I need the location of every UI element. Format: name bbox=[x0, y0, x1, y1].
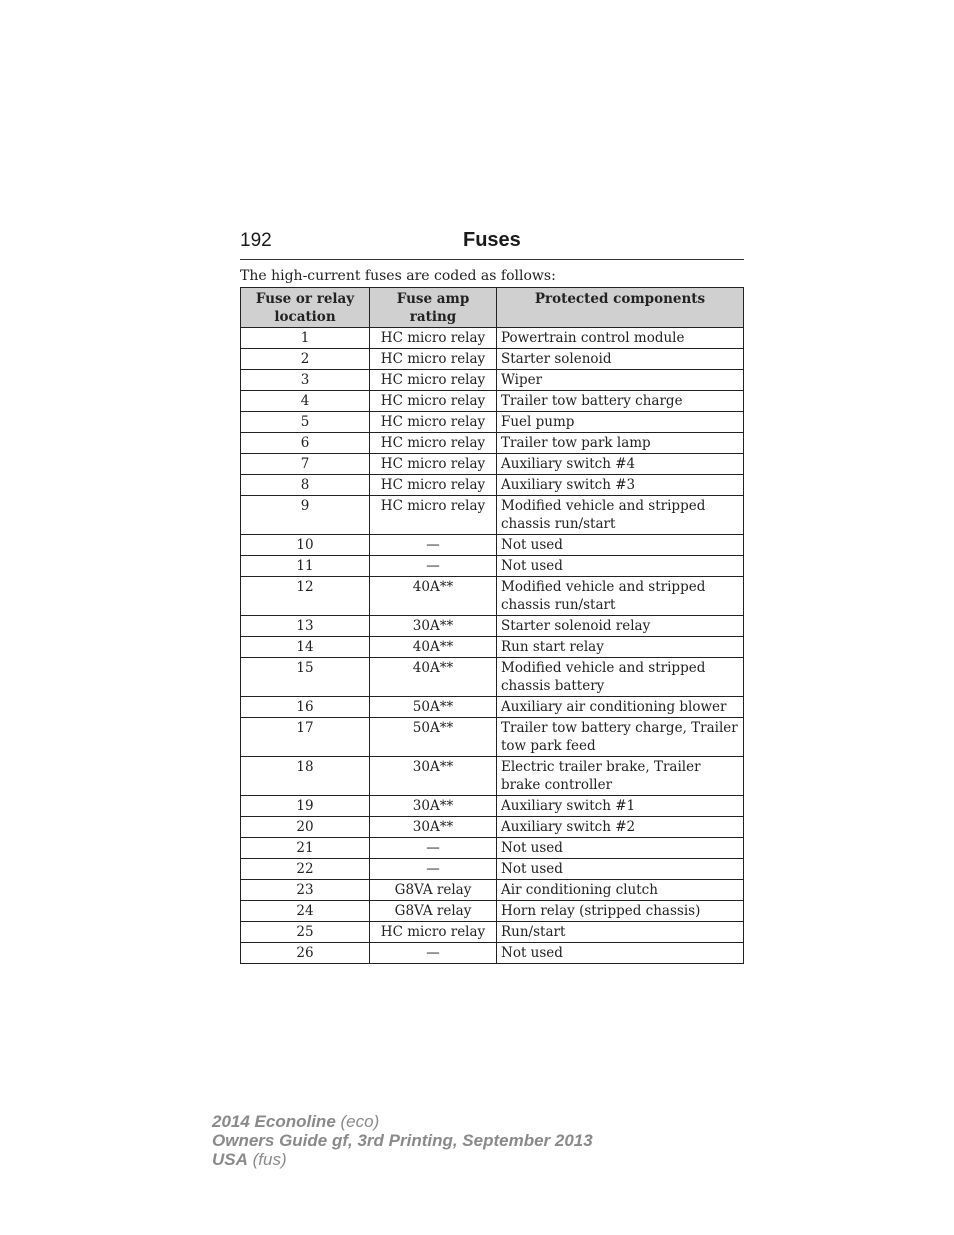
cell-amp-rating: HC micro relay bbox=[370, 433, 497, 454]
cell-location: 18 bbox=[241, 757, 370, 796]
table-row bbox=[241, 412, 744, 433]
cell-amp-rating: HC micro relay bbox=[370, 349, 497, 370]
cell-protected-components: Starter solenoid relay bbox=[497, 616, 744, 637]
cell-protected-components: Modified vehicle and stripped chassis run/start bbox=[497, 496, 744, 535]
footer bbox=[212, 1112, 593, 1169]
table-row bbox=[241, 454, 744, 475]
table-row bbox=[241, 328, 744, 349]
cell-location: 1 bbox=[241, 328, 370, 349]
table-row bbox=[241, 859, 744, 880]
cell-amp-rating: HC micro relay bbox=[370, 454, 497, 475]
footer-market-line bbox=[212, 1150, 593, 1169]
cell-amp-rating: G8VA relay bbox=[370, 880, 497, 901]
header-location: Fuse or relay location bbox=[241, 288, 370, 328]
cell-location: 10 bbox=[241, 535, 370, 556]
cell-protected-components: Auxiliary switch #4 bbox=[497, 454, 744, 475]
cell-location: 16 bbox=[241, 697, 370, 718]
table-row bbox=[241, 880, 744, 901]
cell-amp-rating: 30A** bbox=[370, 817, 497, 838]
intro-text: The high-current fuses are coded as follows: bbox=[240, 268, 556, 284]
cell-protected-components: Auxiliary air conditioning blower bbox=[497, 697, 744, 718]
cell-amp-rating: 30A** bbox=[370, 796, 497, 817]
cell-protected-components: Fuel pump bbox=[497, 412, 744, 433]
cell-location: 11 bbox=[241, 556, 370, 577]
cell-location: 4 bbox=[241, 391, 370, 412]
cell-protected-components: Auxiliary switch #2 bbox=[497, 817, 744, 838]
table-row bbox=[241, 943, 744, 964]
cell-location: 8 bbox=[241, 475, 370, 496]
table-row bbox=[241, 757, 744, 796]
cell-protected-components: Modified vehicle and stripped chassis battery bbox=[497, 658, 744, 697]
footer-market-code: (fus) bbox=[252, 1150, 287, 1169]
page-number: 192 bbox=[240, 230, 272, 251]
cell-location: 9 bbox=[241, 496, 370, 535]
footer-guide: Owners Guide gf, 3rd Printing, September 2013 bbox=[212, 1131, 593, 1150]
cell-amp-rating: HC micro relay bbox=[370, 328, 497, 349]
cell-location: 19 bbox=[241, 796, 370, 817]
cell-location: 21 bbox=[241, 838, 370, 859]
table-header-row bbox=[241, 288, 744, 328]
cell-location: 12 bbox=[241, 577, 370, 616]
table-row bbox=[241, 817, 744, 838]
table-row bbox=[241, 718, 744, 757]
cell-protected-components: Starter solenoid bbox=[497, 349, 744, 370]
cell-location: 7 bbox=[241, 454, 370, 475]
cell-location: 3 bbox=[241, 370, 370, 391]
cell-amp-rating: HC micro relay bbox=[370, 370, 497, 391]
table-row bbox=[241, 901, 744, 922]
cell-protected-components: Trailer tow battery charge bbox=[497, 391, 744, 412]
cell-amp-rating: — bbox=[370, 556, 497, 577]
cell-protected-components: Run start relay bbox=[497, 637, 744, 658]
footer-model-code: (eco) bbox=[340, 1112, 380, 1131]
table-row bbox=[241, 577, 744, 616]
table-row bbox=[241, 697, 744, 718]
table-row bbox=[241, 616, 744, 637]
footer-guide-line bbox=[212, 1131, 593, 1150]
cell-location: 15 bbox=[241, 658, 370, 697]
cell-amp-rating: 40A** bbox=[370, 637, 497, 658]
cell-location: 5 bbox=[241, 412, 370, 433]
cell-amp-rating: HC micro relay bbox=[370, 391, 497, 412]
page-title: Fuses bbox=[463, 229, 521, 251]
fuse-table bbox=[240, 287, 744, 964]
table-row bbox=[241, 838, 744, 859]
cell-amp-rating: G8VA relay bbox=[370, 901, 497, 922]
table-row bbox=[241, 556, 744, 577]
cell-location: 2 bbox=[241, 349, 370, 370]
page-header bbox=[240, 228, 744, 260]
cell-amp-rating: HC micro relay bbox=[370, 922, 497, 943]
cell-location: 17 bbox=[241, 718, 370, 757]
cell-amp-rating: — bbox=[370, 859, 497, 880]
table-row bbox=[241, 370, 744, 391]
cell-protected-components: Not used bbox=[497, 943, 744, 964]
cell-protected-components: Auxiliary switch #1 bbox=[497, 796, 744, 817]
cell-protected-components: Not used bbox=[497, 859, 744, 880]
cell-location: 23 bbox=[241, 880, 370, 901]
table-row bbox=[241, 637, 744, 658]
cell-amp-rating: 30A** bbox=[370, 757, 497, 796]
table-row bbox=[241, 535, 744, 556]
table-body bbox=[241, 328, 744, 964]
table-row bbox=[241, 391, 744, 412]
cell-amp-rating: 40A** bbox=[370, 577, 497, 616]
cell-location: 25 bbox=[241, 922, 370, 943]
cell-protected-components: Horn relay (stripped chassis) bbox=[497, 901, 744, 922]
cell-protected-components: Powertrain control module bbox=[497, 328, 744, 349]
cell-location: 22 bbox=[241, 859, 370, 880]
cell-amp-rating: 50A** bbox=[370, 697, 497, 718]
cell-protected-components: Run/start bbox=[497, 922, 744, 943]
cell-protected-components: Trailer tow battery charge, Trailer tow park feed bbox=[497, 718, 744, 757]
cell-amp-rating: HC micro relay bbox=[370, 496, 497, 535]
cell-protected-components: Trailer tow park lamp bbox=[497, 433, 744, 454]
table-row bbox=[241, 796, 744, 817]
cell-amp-rating: HC micro relay bbox=[370, 412, 497, 433]
footer-model-line bbox=[212, 1112, 593, 1131]
cell-protected-components: Electric trailer brake, Trailer brake controller bbox=[497, 757, 744, 796]
header-amp-rating: Fuse amp rating bbox=[370, 288, 497, 328]
table-row bbox=[241, 922, 744, 943]
cell-amp-rating: — bbox=[370, 535, 497, 556]
table-row bbox=[241, 433, 744, 454]
cell-location: 13 bbox=[241, 616, 370, 637]
table-row bbox=[241, 658, 744, 697]
table-row bbox=[241, 349, 744, 370]
cell-protected-components: Auxiliary switch #3 bbox=[497, 475, 744, 496]
cell-protected-components: Modified vehicle and stripped chassis run/start bbox=[497, 577, 744, 616]
header-protected-components: Protected components bbox=[497, 288, 744, 328]
footer-market: USA bbox=[212, 1150, 248, 1169]
cell-amp-rating: — bbox=[370, 943, 497, 964]
cell-location: 14 bbox=[241, 637, 370, 658]
cell-location: 26 bbox=[241, 943, 370, 964]
cell-amp-rating: 30A** bbox=[370, 616, 497, 637]
cell-protected-components: Not used bbox=[497, 838, 744, 859]
cell-location: 24 bbox=[241, 901, 370, 922]
cell-location: 20 bbox=[241, 817, 370, 838]
cell-amp-rating: — bbox=[370, 838, 497, 859]
footer-model: 2014 Econoline bbox=[212, 1112, 336, 1131]
cell-protected-components: Wiper bbox=[497, 370, 744, 391]
cell-amp-rating: HC micro relay bbox=[370, 475, 497, 496]
cell-protected-components: Air conditioning clutch bbox=[497, 880, 744, 901]
cell-location: 6 bbox=[241, 433, 370, 454]
table-row bbox=[241, 496, 744, 535]
cell-protected-components: Not used bbox=[497, 556, 744, 577]
cell-amp-rating: 50A** bbox=[370, 718, 497, 757]
cell-amp-rating: 40A** bbox=[370, 658, 497, 697]
table-row bbox=[241, 475, 744, 496]
cell-protected-components: Not used bbox=[497, 535, 744, 556]
